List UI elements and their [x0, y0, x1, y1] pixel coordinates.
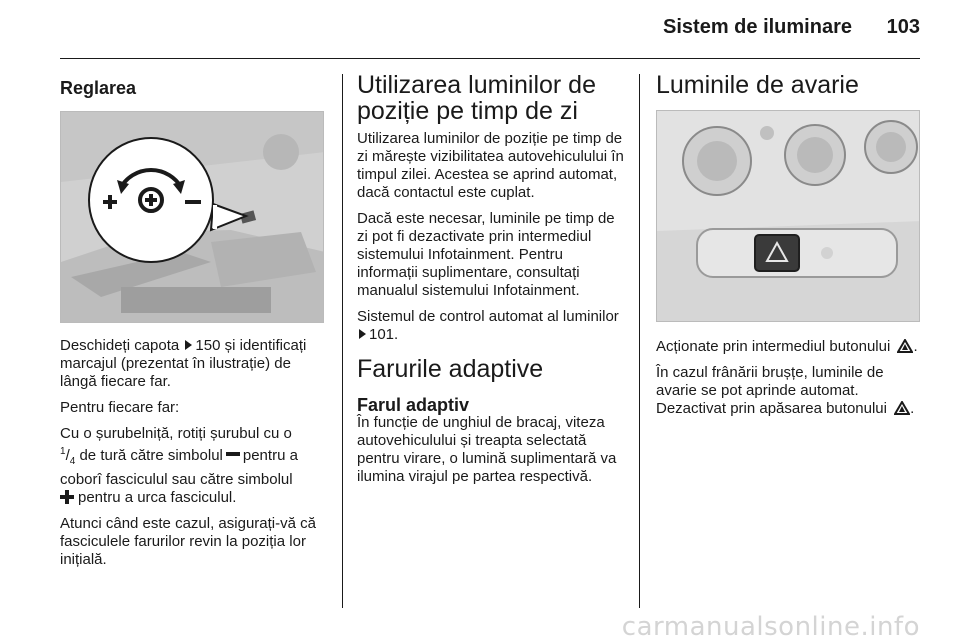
headlamp-adjustment-illustration	[60, 111, 324, 323]
page-number: 103	[886, 16, 920, 38]
page-ref-150[interactable]: 150	[195, 337, 221, 354]
page-header-title: Sistem de iluminare	[663, 16, 852, 38]
minus-icon	[226, 452, 240, 456]
paragraph-adaptive-light: În funcție de unghiul de bracaj, viteza autovehiculului și treapta selectată pentru virare, o lumină suplimentară va ilumina virajul pe partea respectivă.	[357, 414, 617, 485]
page-ref-101[interactable]: 101.	[369, 326, 399, 343]
paragraph-daytime-usage: Utilizarea luminilor de poziție pe timp de zi mărește vizibilitatea autovehiculului în timpul zilei. Acestea se aprind automat, dacă contactul este cuplat.	[357, 130, 624, 201]
page-ref-arrow-icon	[359, 329, 366, 339]
column-divider-2	[639, 74, 640, 608]
section-heading-adaptive-headlights: Farurile adaptive	[357, 355, 544, 383]
page-ref-arrow-icon	[185, 340, 192, 350]
section-heading-reglarea: Reglarea	[60, 78, 137, 98]
section-heading-hazard-lights: Luminile de avarie	[656, 71, 859, 99]
paragraph-hazard-automatic: În cazul frânării brușțe, luminile de avarie se pot aprinde automat. Dezactivat prin apăsarea butonului .	[656, 364, 915, 417]
paragraph-ensure-position: Atunci când este cazul, asigurați-vă că fasciculele farurilor revin la poziția lor inițială.	[60, 515, 316, 568]
column-reglarea	[60, 72, 330, 577]
watermark: carmanualsonline.info	[621, 612, 920, 642]
hazard-triangle-icon	[897, 339, 913, 353]
header-rule	[60, 58, 920, 59]
column-divider-1	[342, 74, 343, 608]
paragraph-each-headlamp: Pentru fiecare far:	[60, 399, 180, 416]
hazard-switch-illustration	[656, 110, 920, 322]
column-daytime-lights	[357, 72, 627, 494]
paragraph-screwdriver: Cu o șurubelniță, rotiți șurubul cu o $^1/_4$ de tură către simbolul pentru a coborî fasciculul sau către simbolul pentru a urca fasciculul.	[60, 425, 298, 506]
section-heading-daytime-lights: Utilizarea luminilor de poziție pe timp de zi	[357, 71, 596, 125]
subheading-adaptive-light: Farul adaptiv	[357, 395, 470, 415]
hazard-triangle-icon	[894, 401, 910, 415]
paragraph-automatic-control: Sistemul de control automat al luminilor 101.	[357, 308, 619, 343]
paragraph-open-hood: Deschideți capota 150 și identificați marcajul (prezentat în ilustrație) de lângă fiecare far.	[60, 337, 307, 390]
page-header	[0, 0, 960, 62]
column-hazard-lights	[656, 72, 926, 426]
plus-icon	[60, 490, 74, 504]
paragraph-daytime-deactivate: Dacă este necesar, luminile pe timp de zi pot fi dezactivate prin intermediul sistemului Infotainment. Pentru informații suplimentare, consultați manualul sistemului Infotainment.	[357, 210, 615, 299]
paragraph-hazard-activated: Acționate prin intermediul butonului .	[656, 338, 918, 355]
